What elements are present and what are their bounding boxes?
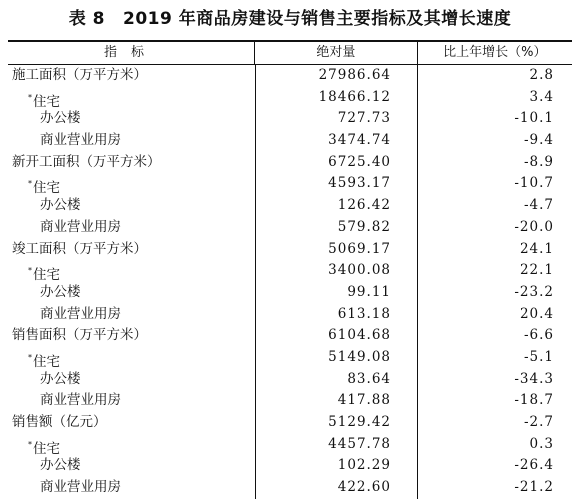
row-label xyxy=(8,260,255,282)
table-row xyxy=(8,260,572,282)
footnote-marker: * xyxy=(28,92,32,102)
table-row xyxy=(8,195,572,217)
table-row xyxy=(8,65,572,87)
row-label xyxy=(8,173,255,195)
row-label xyxy=(8,325,255,347)
row-label xyxy=(8,412,255,434)
row-absolute-value: 5149.08 xyxy=(255,347,417,369)
row-absolute-value: 6725.40 xyxy=(255,152,417,174)
row-label xyxy=(8,390,255,412)
row-absolute-value: 613.18 xyxy=(255,304,417,326)
row-label-text: 办公楼 xyxy=(40,110,81,127)
row-growth-value: 22.1 xyxy=(417,260,572,282)
row-label-text: 商业营业用房 xyxy=(40,132,121,149)
row-growth-value: -6.6 xyxy=(417,325,572,347)
row-label xyxy=(8,65,255,87)
row-growth-value: -23.2 xyxy=(417,282,572,304)
table-row xyxy=(8,108,572,130)
row-label-text: 商业营业用房 xyxy=(40,305,121,322)
row-growth-value: -5.1 xyxy=(417,347,572,369)
footnote-marker: * xyxy=(28,352,32,362)
table-row xyxy=(8,347,572,369)
row-growth-value: -8.9 xyxy=(417,152,572,174)
header-growth: 比上年增长（%） xyxy=(417,42,572,64)
footnote-marker: * xyxy=(28,266,32,276)
row-label xyxy=(8,130,255,152)
row-label-text: 商业营业用房 xyxy=(40,479,121,496)
row-growth-value: 3.4 xyxy=(417,87,572,109)
row-growth-value: -26.4 xyxy=(417,455,572,477)
table-title xyxy=(0,8,580,30)
table-row xyxy=(8,217,572,239)
row-absolute-value: 6104.68 xyxy=(255,325,417,347)
row-label-text: 销售面积（万平方米） xyxy=(12,327,147,344)
row-growth-value: -20.0 xyxy=(417,217,572,239)
data-table xyxy=(8,40,572,499)
table-row xyxy=(8,152,572,174)
row-absolute-value: 3474.74 xyxy=(255,130,417,152)
row-label xyxy=(8,152,255,174)
row-label xyxy=(8,239,255,261)
header-indicator: 指标 xyxy=(104,45,159,60)
row-growth-value: 20.4 xyxy=(417,304,572,326)
row-label-text: 办公楼 xyxy=(40,197,81,214)
footnote-marker: * xyxy=(28,179,32,189)
table-header xyxy=(8,42,572,65)
row-label xyxy=(8,369,255,391)
row-absolute-value: 83.64 xyxy=(255,369,417,391)
row-absolute-value: 27986.64 xyxy=(255,65,417,87)
footnote-marker: * xyxy=(28,439,32,449)
header-absolute: 绝对量 xyxy=(254,42,416,64)
table-row xyxy=(8,87,572,109)
table-row xyxy=(8,282,572,304)
row-growth-value: -2.7 xyxy=(417,412,572,434)
table-row xyxy=(8,434,572,456)
table-row xyxy=(8,304,572,326)
row-absolute-value: 3400.08 xyxy=(255,260,417,282)
row-growth-value: -34.3 xyxy=(417,369,572,391)
table-row xyxy=(8,369,572,391)
row-growth-value: -10.7 xyxy=(417,173,572,195)
row-growth-value: -10.1 xyxy=(417,108,572,130)
row-label-text: 住宅 xyxy=(33,180,60,197)
row-label-text: 住宅 xyxy=(33,440,60,457)
table-body xyxy=(8,65,572,499)
row-label-text: 办公楼 xyxy=(40,283,81,300)
table-title-text: 2019 年商品房建设与销售主要指标及其增长速度 xyxy=(123,9,512,29)
row-label xyxy=(8,108,255,130)
row-absolute-value: 4457.78 xyxy=(255,434,417,456)
row-absolute-value: 4593.17 xyxy=(255,173,417,195)
row-label-text: 销售额（亿元） xyxy=(12,414,107,430)
row-label xyxy=(8,304,255,326)
table-row xyxy=(8,477,572,499)
row-label xyxy=(8,195,255,217)
row-label-text: 新开工面积（万平方米） xyxy=(12,153,161,170)
row-absolute-value: 417.88 xyxy=(255,390,417,412)
row-label-text: 竣工面积（万平方米） xyxy=(12,240,147,257)
row-absolute-value: 18466.12 xyxy=(255,87,417,109)
table-row xyxy=(8,130,572,152)
row-absolute-value: 126.42 xyxy=(255,195,417,217)
row-label-text: 办公楼 xyxy=(40,457,81,474)
row-absolute-value: 422.60 xyxy=(255,477,417,499)
row-label xyxy=(8,347,255,369)
table-row xyxy=(8,390,572,412)
table-row xyxy=(8,455,572,477)
row-absolute-value: 99.11 xyxy=(255,282,417,304)
table-row xyxy=(8,239,572,261)
row-label-text: 施工面积（万平方米） xyxy=(12,67,147,83)
row-growth-value: 2.8 xyxy=(417,65,572,87)
row-label xyxy=(8,455,255,477)
row-label xyxy=(8,87,255,109)
row-growth-value: -9.4 xyxy=(417,130,572,152)
table-number: 表 8 xyxy=(68,9,105,29)
row-absolute-value: 579.82 xyxy=(255,217,417,239)
row-growth-value: 24.1 xyxy=(417,239,572,261)
row-label-text: 住宅 xyxy=(33,93,60,110)
row-growth-value: 0.3 xyxy=(417,434,572,456)
row-label xyxy=(8,434,255,456)
table-row xyxy=(8,325,572,347)
row-label-text: 住宅 xyxy=(33,267,60,284)
row-absolute-value: 5069.17 xyxy=(255,239,417,261)
row-label xyxy=(8,217,255,239)
row-label xyxy=(8,477,255,499)
row-label-text: 办公楼 xyxy=(40,370,81,387)
row-growth-value: -18.7 xyxy=(417,390,572,412)
row-growth-value: -4.7 xyxy=(417,195,572,217)
row-label-text: 商业营业用房 xyxy=(40,218,121,235)
row-absolute-value: 102.29 xyxy=(255,455,417,477)
row-label xyxy=(8,282,255,304)
row-growth-value: -21.2 xyxy=(417,477,572,499)
row-absolute-value: 727.73 xyxy=(255,108,417,130)
row-absolute-value: 5129.42 xyxy=(255,412,417,434)
row-label-text: 商业营业用房 xyxy=(40,392,121,409)
row-label-text: 住宅 xyxy=(33,353,60,370)
table-row xyxy=(8,173,572,195)
table-row xyxy=(8,412,572,434)
